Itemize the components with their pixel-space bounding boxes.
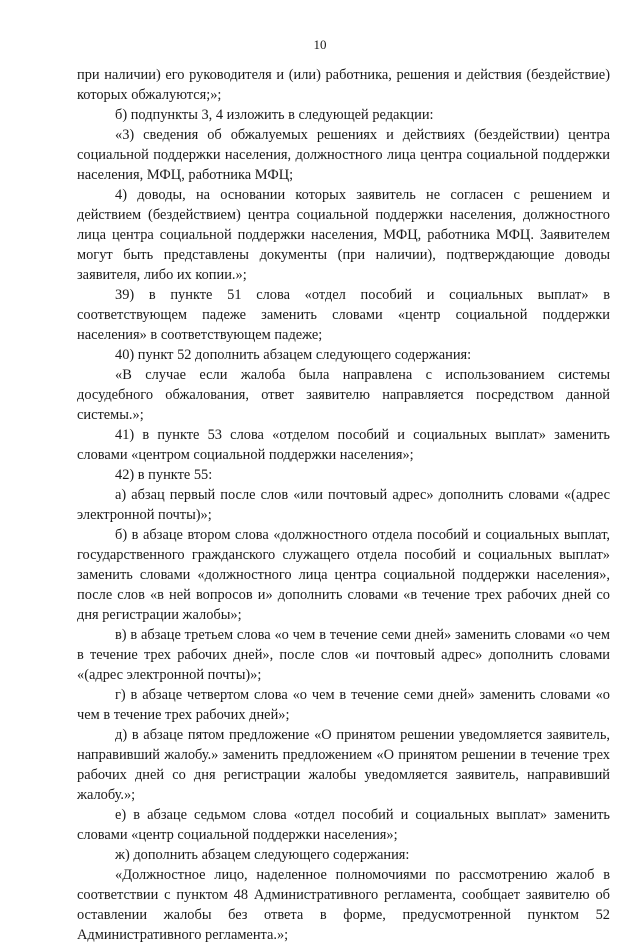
paragraph: 42) в пункте 55: (115, 467, 213, 483)
page-number: 10 (313, 37, 327, 52)
paragraph: «В случае если жалоба была направлена с использованием системы досудебного обжалования, ответ заявителю направляется посредством данной системы.»; (77, 367, 610, 423)
document-body (77, 65, 610, 945)
paragraph: 40) пункт 52 дополнить абзацем следующего содержания: (115, 347, 472, 363)
paragraph: 41) в пункте 53 слова «отделом пособий и социальных выплат» заменить словами «центром социальной поддержки населения»; (77, 427, 610, 463)
paragraph: д) в абзаце пятом предложение «О принятом решении уведомляется заявитель, направивший жалобу.» заменить предложением «О принятом решении в течение трех рабочих дней со дня регистрации жалобы уведомляется заявитель, направивший жалобу.»; (77, 727, 610, 803)
paragraph: ж) дополнить абзацем следующего содержания: (115, 847, 410, 863)
paragraph: а) абзац первый после слов «или почтовый адрес» дополнить словами «(адрес электронной почты)»; (77, 487, 610, 523)
paragraph: б) подпункты 3, 4 изложить в следующей редакции: (115, 107, 434, 123)
paragraph: в) в абзаце третьем слова «о чем в течение семи дней» заменить словами «о чем в течение трех рабочих дней», после слов «и почтовый адрес» дополнить словами «(адрес электронной почты)»; (77, 627, 610, 683)
paragraph: г) в абзаце четвертом слова «о чем в течение семи дней» заменить словами «о чем в течение трех рабочих дней»; (77, 687, 610, 723)
paragraph: 39) в пункте 51 слова «отдел пособий и социальных выплат» в соответствующем падеже заменить словами «центр социальной поддержки населения» в соответствующем падеже; (77, 287, 610, 343)
paragraph: е) в абзаце седьмом слова «отдел пособий и социальных выплат» заменить словами «центр социальной поддержки населения»; (77, 807, 610, 843)
paragraph: при наличии) его руководителя и (или) работника, решения и действия (бездействие) которых обжалуются;»; (77, 67, 610, 103)
paragraph: «Должностное лицо, наделенное полномочиями по рассмотрению жалоб в соответствии с пунктом 48 Административного регламента, сообщает заявителю об оставлении жалобы без ответа в форме, предусмотренной пунктом 52 Административного регламента.»; (77, 867, 610, 943)
paragraph: б) в абзаце втором слова «должностного отдела пособий и социальных выплат, государственного гражданского служащего отдела пособий и социальных выплат» заменить словами «должностного лица центра социальной поддержки населения», после слов «в ней вопросов и» дополнить словами «в течение трех рабочих дней со дня регистрации жалобы»; (77, 527, 610, 623)
paragraph: 4) доводы, на основании которых заявитель не согласен с решением и действием (бездействием) центра социальной поддержки населения, должностного лица центра социальной поддержки населения, МФЦ, работника МФЦ. Заявителем могут быть представлены документы (при наличии), подтверждающие доводы заявителя, либо их копии.»; (77, 187, 610, 283)
paragraph: «3) сведения об обжалуемых решениях и действиях (бездействии) центра социальной поддержки населения, должностного лица центра социальной поддержки населения, МФЦ, работника МФЦ; (77, 127, 610, 183)
